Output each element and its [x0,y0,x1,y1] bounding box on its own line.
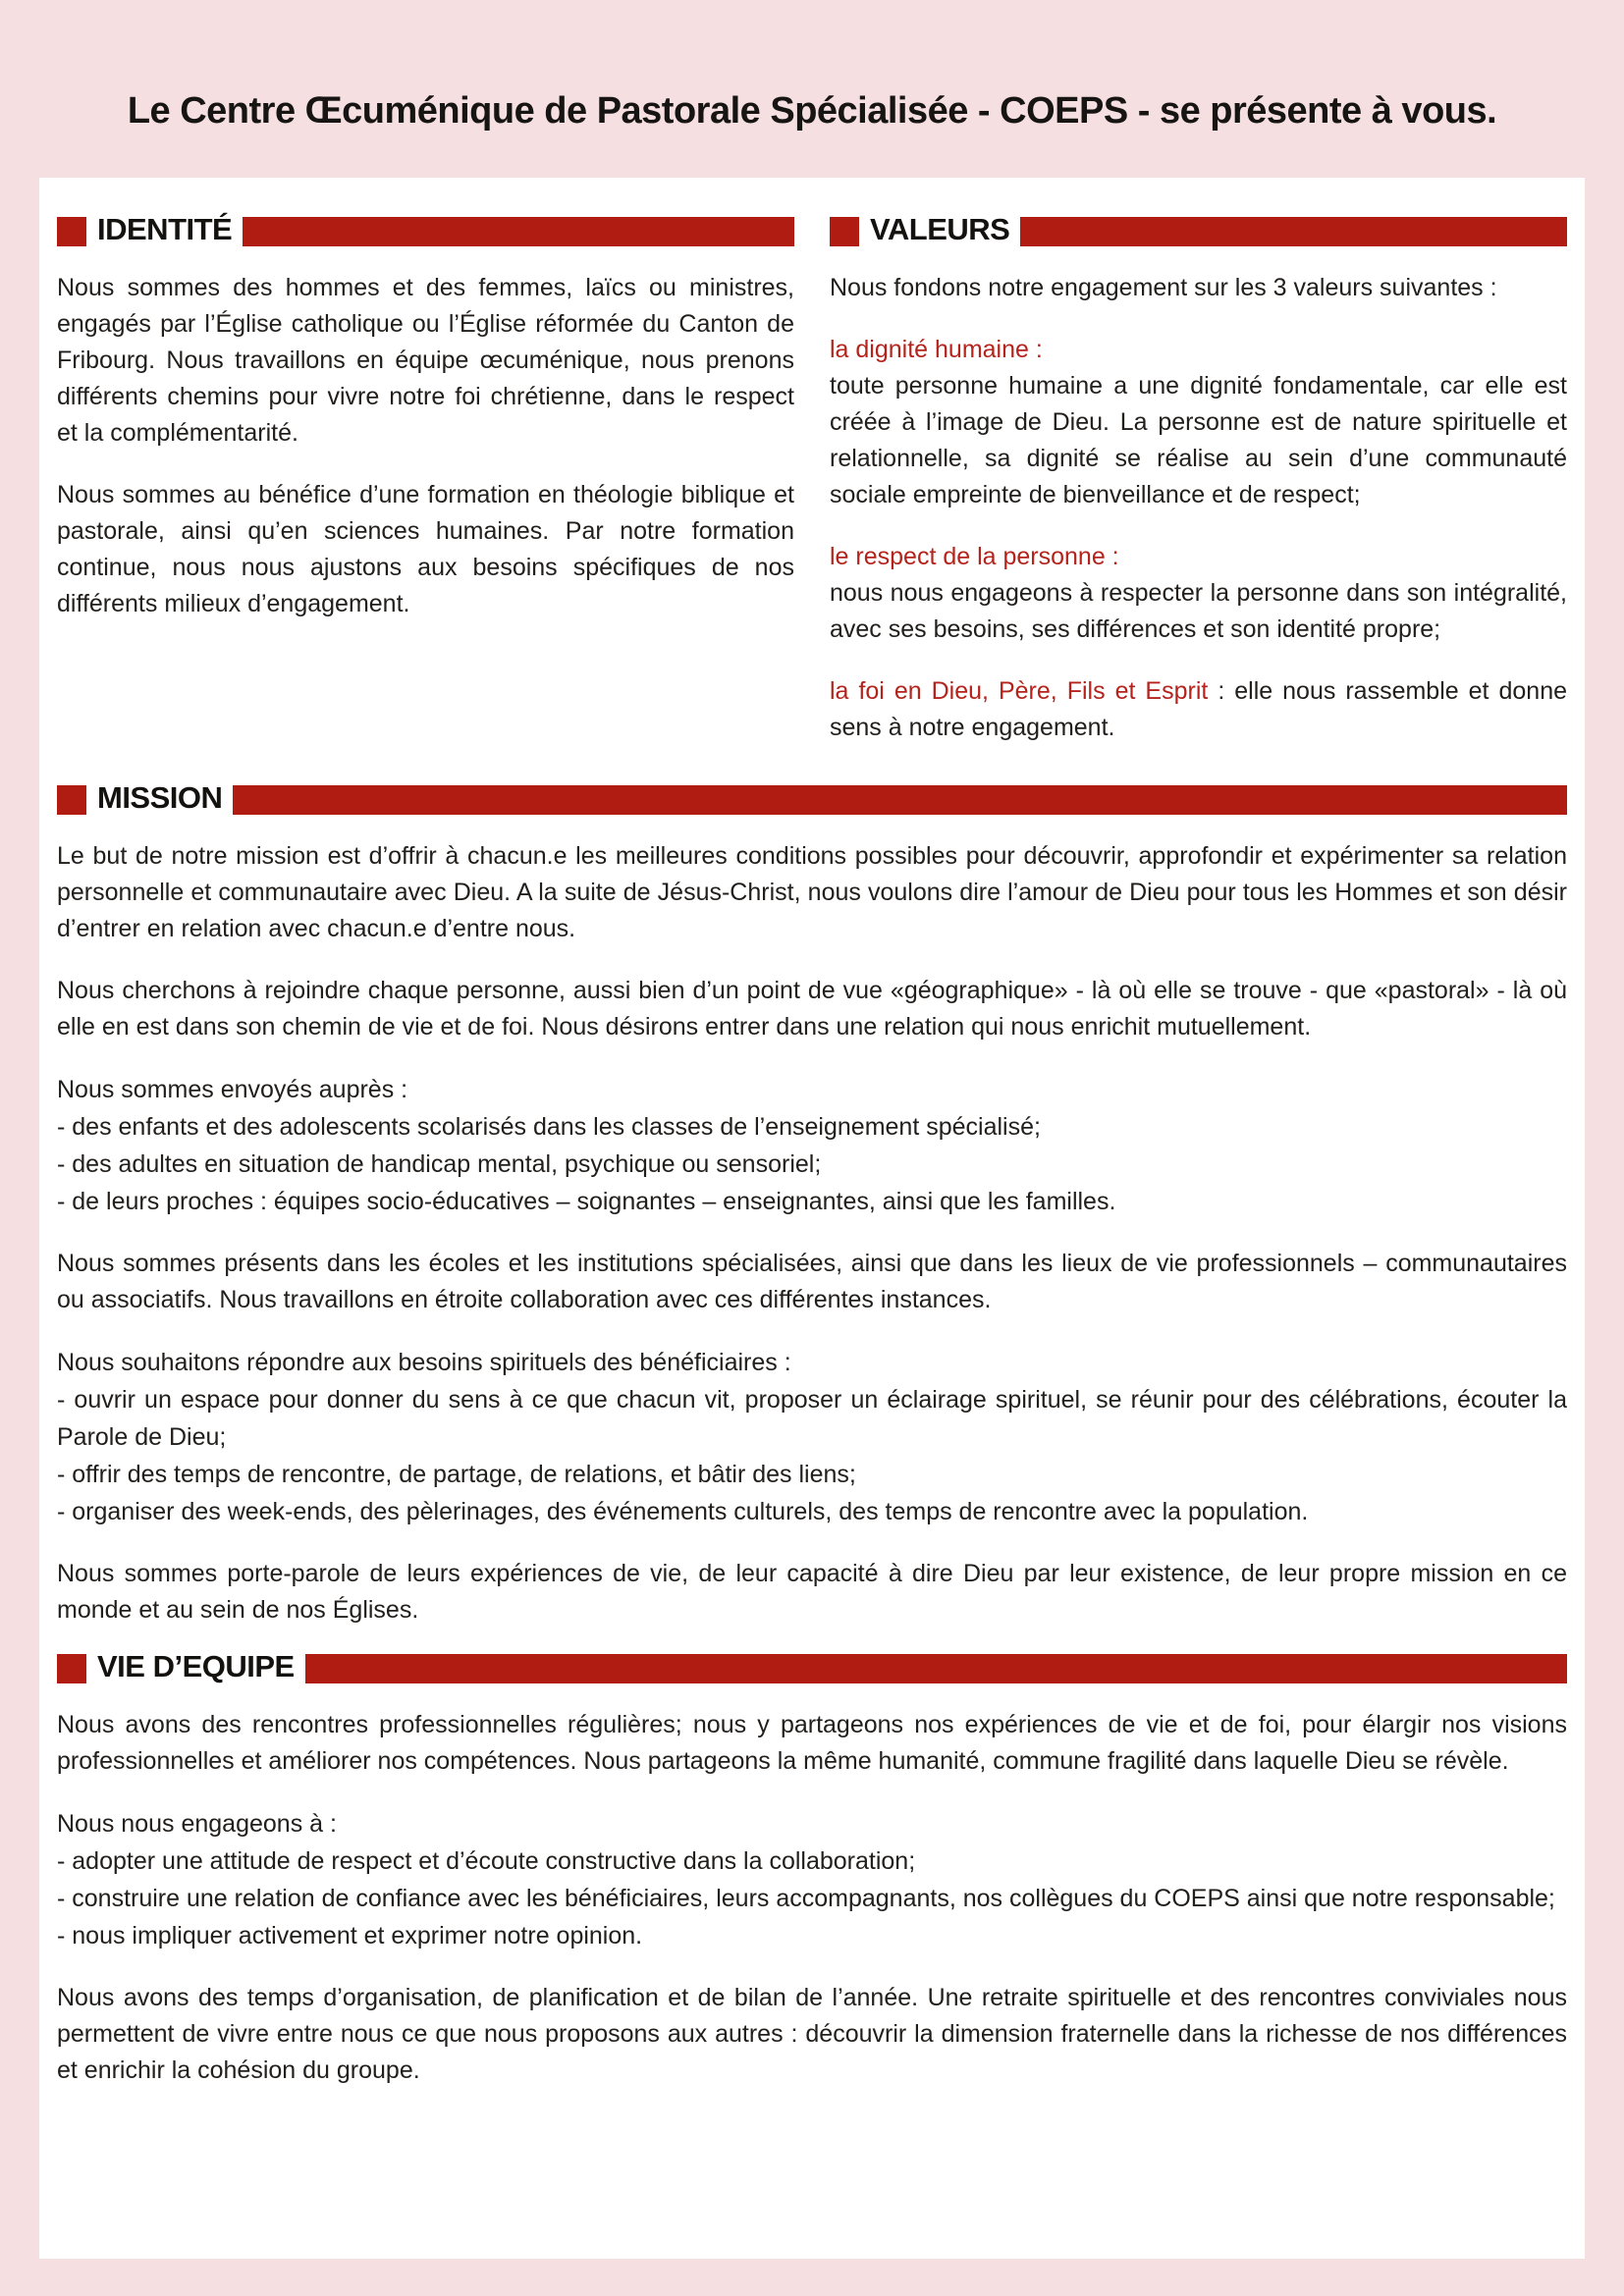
value-text: nous nous engageons à respecter la personne dans son intégralité, avec ses besoins, ses différences et son identité propre; [830,579,1567,643]
value-item-foi [830,673,1567,746]
value-item-dignite [830,332,1567,513]
mission-paragraph: Nous sommes porte-parole de leurs expériences de vie, de leur capacité à dire Dieu par leur existence, de leur propre mission en ce monde et au sein de nos Églises. [57,1560,1567,1624]
list-item: - offrir des temps de rencontre, de partage, de relations, et bâtir des liens; [57,1461,856,1488]
red-bar [233,785,1567,815]
section-vie-dequipe [57,1649,1567,2089]
red-square-marker [57,217,86,246]
section-valeurs [830,212,1568,772]
value-text: toute personne humaine a une dignité fondamentale, car elle est créée à l’image de Dieu. La personne est de nature spirituelle et relationnelle, sa dignité se réalise au sein d’une communauté sociale empreinte de bienveillance et de respect; [830,372,1567,508]
section-title-valeurs: VALEURS [870,212,1010,246]
list-item: - adopter une attitude de respect et d’écoute constructive dans la collaboration; [57,1847,916,1875]
list-item: - nous impliquer activement et exprimer notre opinion. [57,1922,643,1949]
list-item: - des adultes en situation de handicap mental, psychique ou sensoriel; [57,1150,822,1178]
value-text [830,673,1567,746]
value-label: le respect de la personne : [830,543,1119,570]
value-label: la dignité humaine : [830,336,1043,363]
list-lead: Nous nous engageons à : [57,1810,337,1838]
vie-paragraph: Nous avons des rencontres professionnelles régulières; nous y partageons nos expériences de vie et de foi, pour élargir nos visions professionnelles et améliorer nos compétences. Nous partageons la même humanité, commune fragilité dans laquelle Dieu se révèle. [57,1711,1567,1775]
mission-list-besoins [57,1344,1567,1530]
section-title-identite: IDENTITÉ [97,212,233,246]
section-header-identite [57,212,794,246]
list-lead: Nous souhaitons répondre aux besoins spirituels des bénéficiaires : [57,1349,791,1376]
two-column-area [57,212,1568,772]
identite-paragraph: Nous sommes des hommes et des femmes, laïcs ou ministres, engagés par l’Église catholique ou l’Église réformée du Canton de Fribourg. Nous travaillons en équipe œcuménique, nous prenons différents chemins pour vivre notre foi chrétienne, dans le respect et la complémentarité. [57,274,794,447]
section-identite [57,212,794,772]
section-title-mission: MISSION [97,780,223,815]
red-square-marker [57,785,86,815]
mission-list-envoyes [57,1071,1567,1220]
list-item: - construire une relation de confiance avec les bénéficiaires, leurs accompagnants, nos collègues du COEPS ainsi que notre responsable; [57,1885,1555,1912]
section-header-mission [57,780,1567,815]
red-bar [305,1654,1567,1683]
section-title-vie-dequipe: VIE D’EQUIPE [97,1649,295,1683]
list-item: - ouvrir un espace pour donner du sens à ce que chacun vit, proposer un éclairage spirituel, se réunir pour des célébrations, écouter la Parole de Dieu; [57,1386,1567,1451]
red-bar [1020,217,1567,246]
valeurs-intro: Nous fondons notre engagement sur les 3 valeurs suivantes : [830,274,1497,301]
section-mission [57,780,1567,1629]
list-item: - de leurs proches : équipes socio-éducatives – soignantes – enseignantes, ainsi que les familles. [57,1188,1116,1215]
red-bar [243,217,794,246]
mission-paragraph: Nous sommes présents dans les écoles et les institutions spécialisées, ainsi que dans les lieux de vie professionnels – communautaires ou associatifs. Nous travaillons en étroite collaboration avec ces différentes instances. [57,1250,1567,1313]
document-title: Le Centre Œcuménique de Pastorale Spécialisée - COEPS - se présente à vous. [127,90,1497,132]
vie-paragraph: Nous avons des temps d’organisation, de planification et de bilan de l’année. Une retraite spirituelle et des rencontres conviviales nous permettent de vivre entre nous ce que nous proposons aux autres : découvrir la dimension fraternelle dans la richesse de nos différences et enrichir la cohésion du groupe. [57,1984,1567,2084]
list-item: - des enfants et des adolescents scolarisés dans les classes de l’enseignement spécialisé; [57,1113,1041,1141]
vie-list-engagements [57,1805,1567,1954]
value-text-continuation: : elle nous rassemble et donne sens à notre engagement. [830,677,1568,741]
list-item: - organiser des week-ends, des pèlerinages, des événements culturels, des temps de rencontre avec la population. [57,1498,1309,1525]
value-item-respect [830,539,1567,648]
section-header-vie-dequipe [57,1649,1567,1683]
value-label: la foi en Dieu, Père, Fils et Esprit [830,677,1209,705]
identite-paragraph: Nous sommes au bénéfice d’une formation en théologie biblique et pastorale, ainsi qu’en sciences humaines. Par notre formation continue, nous nous ajustons aux besoins spécifiques de nos différents milieux d’engagement. [57,481,794,617]
list-lead: Nous sommes envoyés auprès : [57,1076,408,1103]
mission-paragraph: Le but de notre mission est d’offrir à chacun.e les meilleures conditions possibles pour découvrir, approfondir et expérimenter sa relation personnelle et communautaire avec Dieu. A la suite de Jésus-Christ, nous voulons dire l’amour de Dieu pour tous les Hommes et son désir d’entrer en relation avec chacun.e d’entre nous. [57,842,1567,942]
section-header-valeurs [830,212,1567,246]
mission-paragraph: Nous cherchons à rejoindre chaque personne, aussi bien d’un point de vue «géographique» - là où elle se trouve - que «pastoral» - là où elle en est dans son chemin de vie et de foi. Nous désirons entrer dans une relation qui nous enrichit mutuellement. [57,977,1567,1041]
content-card [39,178,1585,2259]
red-square-marker [830,217,859,246]
red-square-marker [57,1654,86,1683]
